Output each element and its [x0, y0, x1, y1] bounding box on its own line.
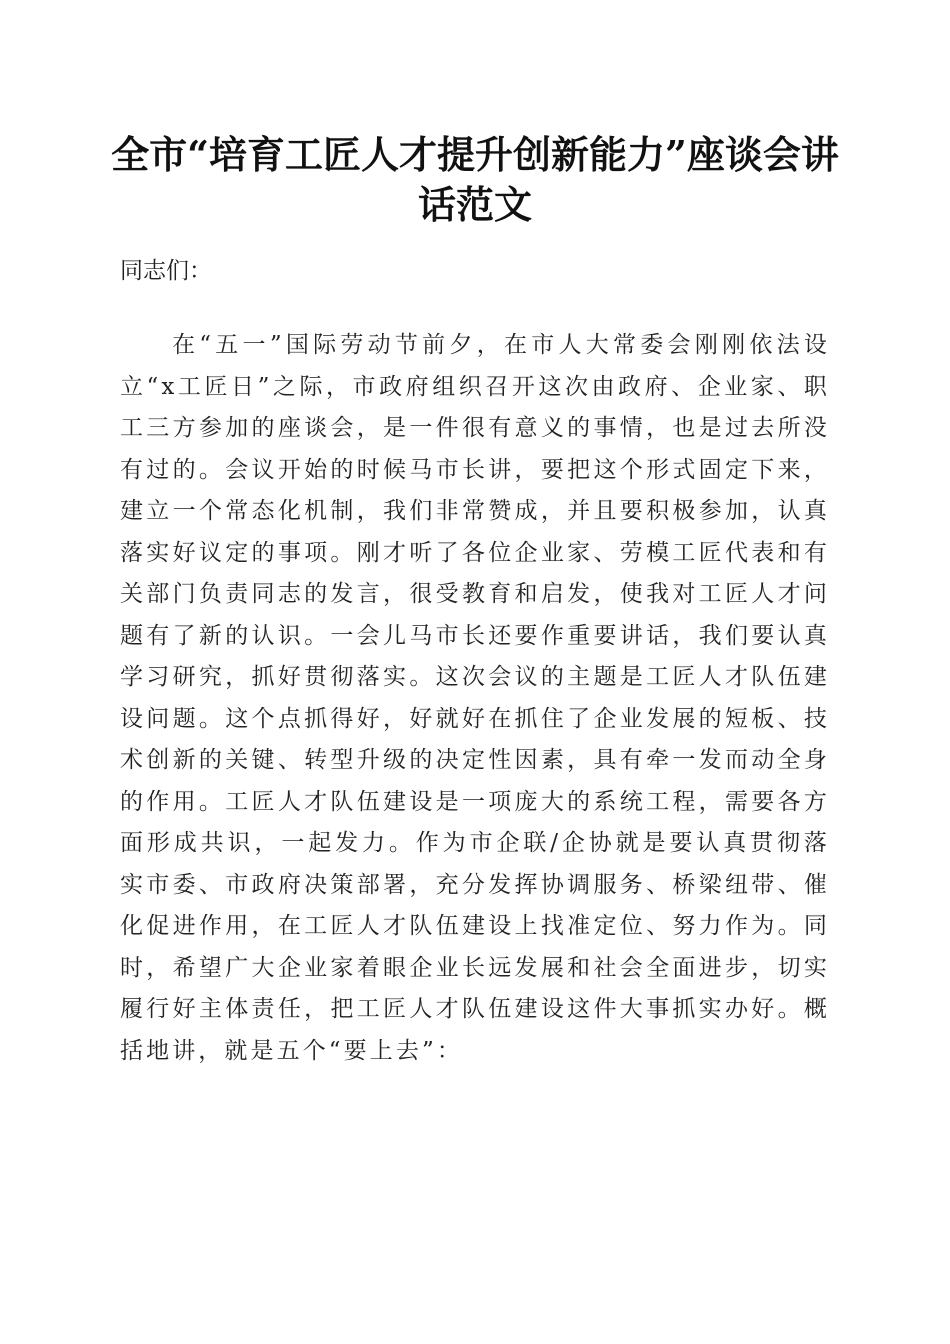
salutation: 同志们： — [120, 258, 212, 284]
document-title: 全市“培育工匠人才提升创新能力”座谈会讲话范文 — [111, 132, 839, 227]
body-paragraph: 在“五一”国际劳动节前夕，在市人大常委会刚刚依法设立“x工匠日”之际，市政府组织召开这次由政府、企业家、职工三方参加的座谈会，是一件很有意义的事情，也是过去所没有过的。会议开始的时候马市长讲，要把这个形式固定下来，建立一个常态化机制，我们非常赞成，并且要积极参加，认真落实好议定的事项。刚才听了各位企业家、劳模工匠代表和有关部门负责同志的发言，很受教育和启发，使我对工匠人才问题有了新的认识。一会儿马市长还要作重要讲话，我们要认真学习研究，抓好贯彻落实。这次会议的主题是工匠人才队伍建设问题。这个点抓得好，好就好在抓住了企业发展的短板、技术创新的关键、转型升级的决定性因素，具有牵一发而动全身的作用。工匠人才队伍建设是一项庞大的系统工程，需要各方面形成共识，一起发力。作为市企联/企协就是要认真贯彻落实市委、市政府决策部署，充分发挥协调服务、桥梁纽带、催化促进作用，在工匠人才队伍建设上找准定位、努力作为。同时，希望广大企业家着眼企业长远发展和社会全面进步，切实履行好主体责任，把工匠人才队伍建设这件大事抓实办好。概括地讲，就是五个“要上去”： — [120, 332, 830, 1064]
